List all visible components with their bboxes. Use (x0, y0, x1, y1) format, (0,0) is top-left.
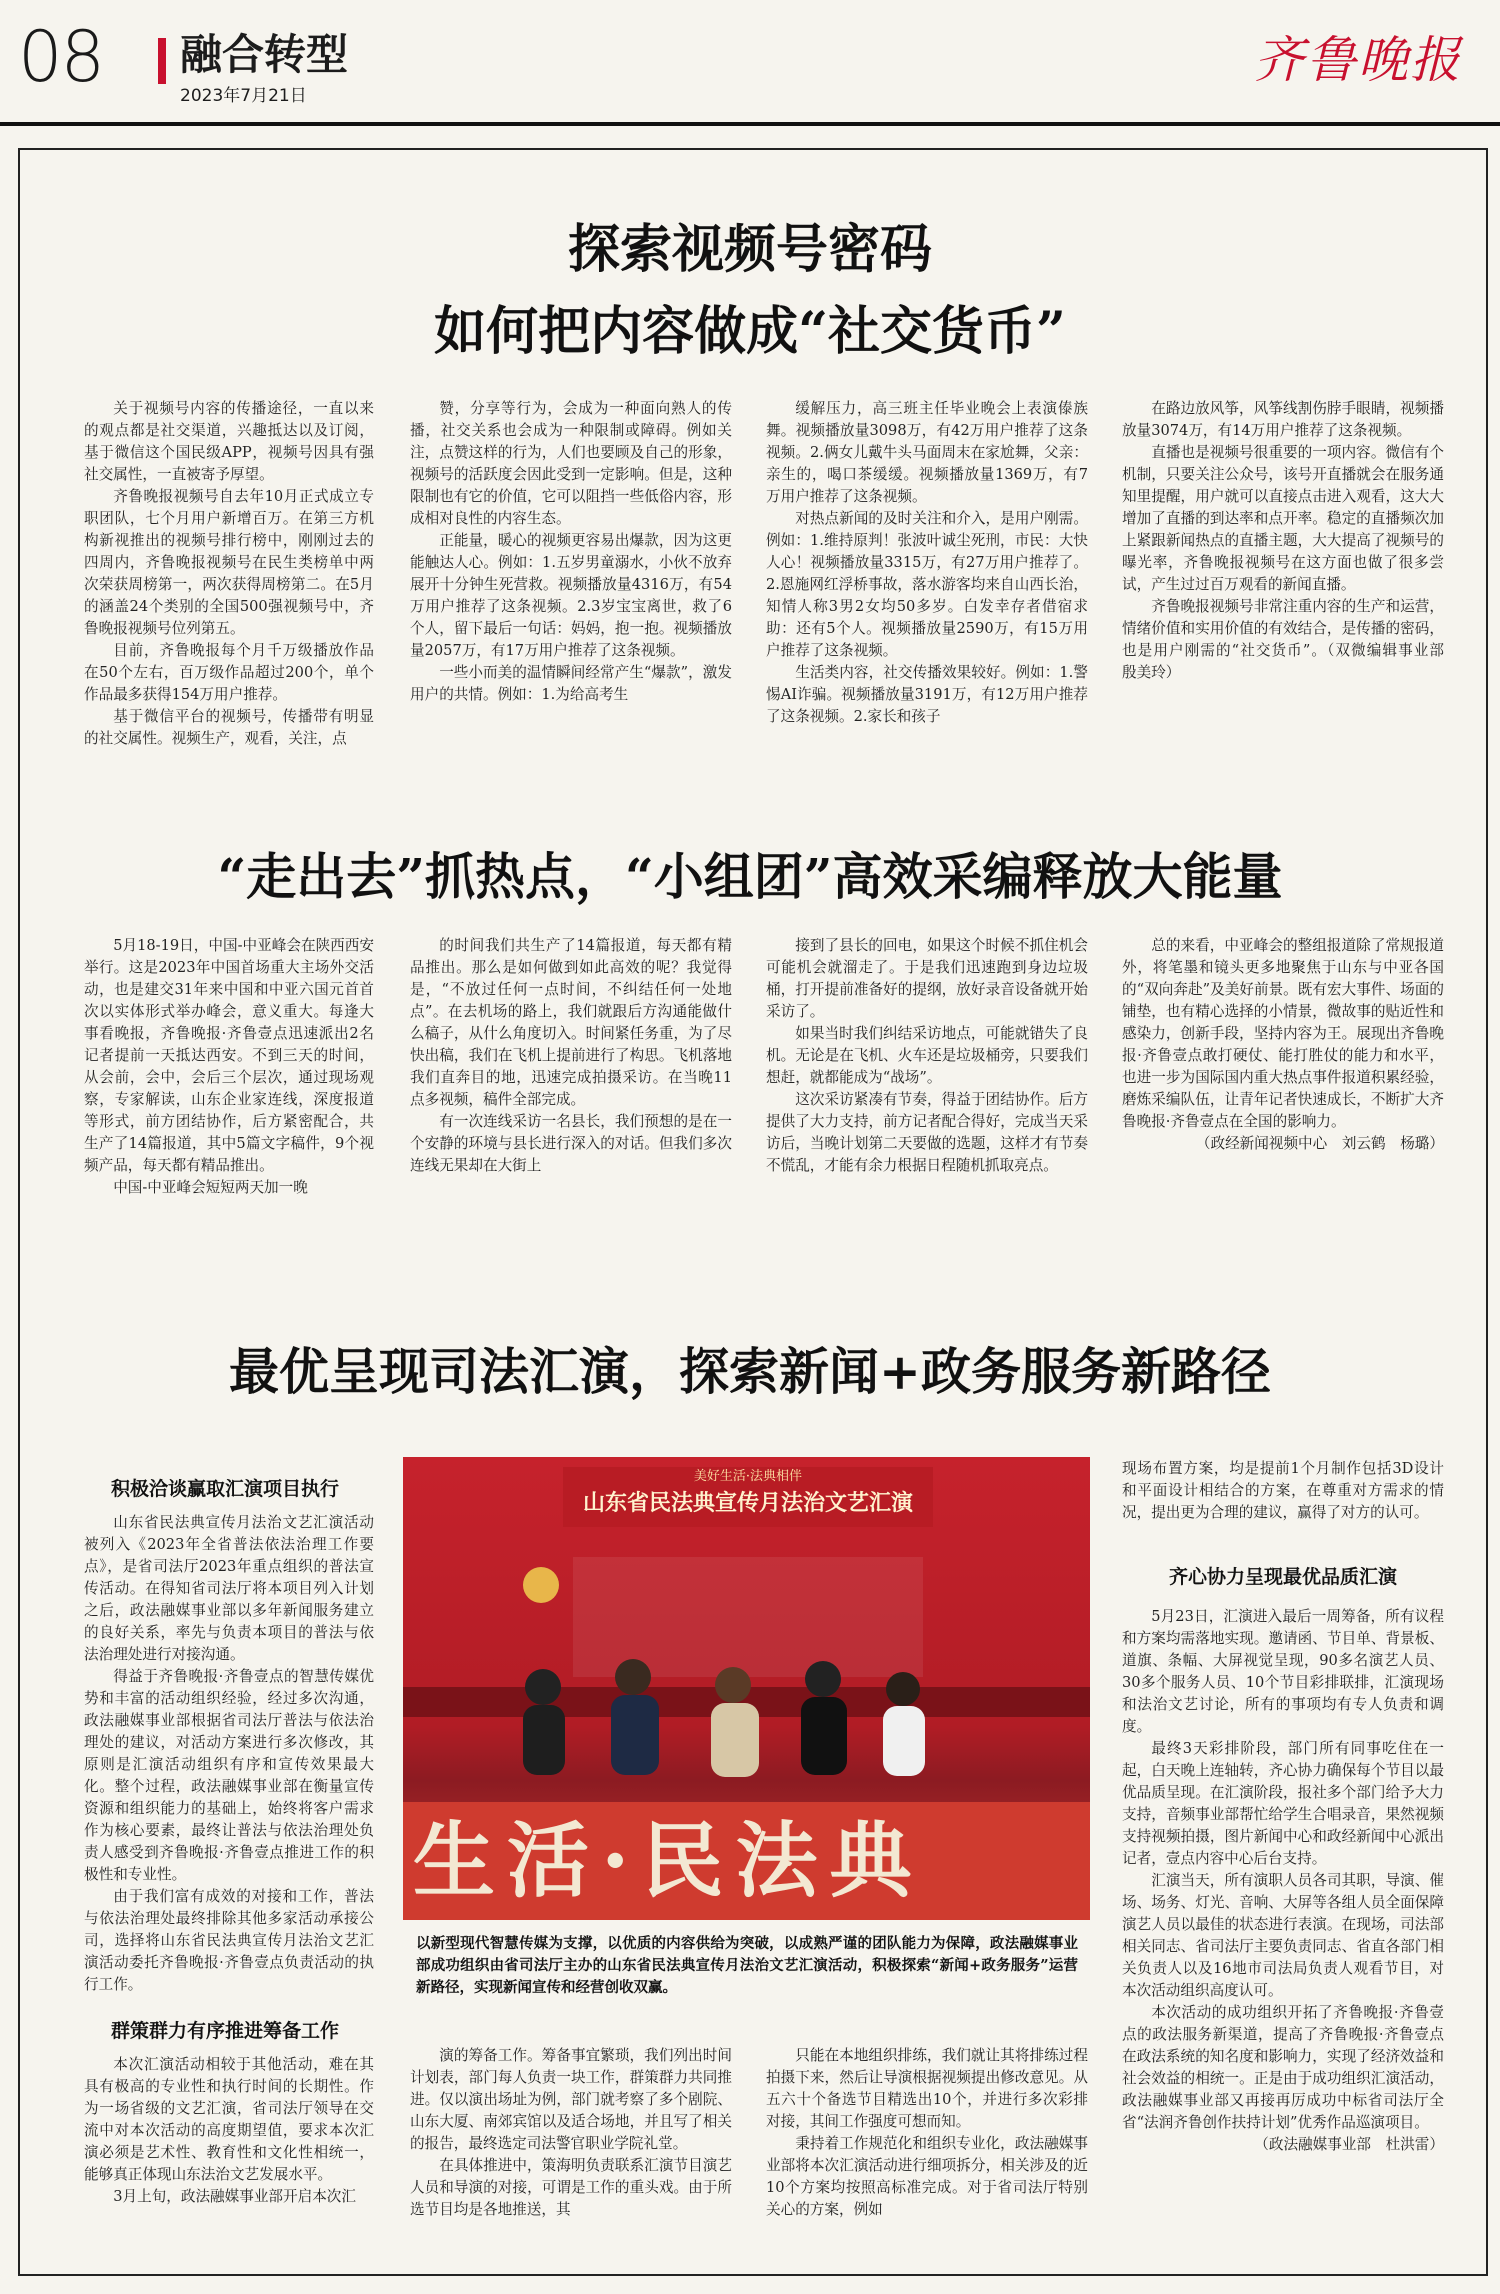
paragraph: 秉持着工作规范化和组织专业化，政法融媒事业部将本次汇演活动进行细项拆分，相关涉及的近10个方案均按照高标准完成。对于省司法厅特别关心的方案，例如 (766, 2135, 1088, 2218)
event-photo (403, 1457, 1090, 1920)
paragraph: 中国-中亚峰会短短两天加一晚 (113, 1179, 308, 1196)
article3-right-column (1122, 1458, 1444, 1548)
article3-left-column (84, 1512, 374, 2002)
paragraph: 生活类内容，社交传播效果较好。例如：1.警惕AI诈骗。视频播放量3191万，有12万用户推荐了这条视频。2.家长和孩子 (766, 664, 1088, 725)
article1-title-line2: 如何把内容做成“社交货币” (434, 301, 1066, 362)
paragraph: 一些小而美的温情瞬间经常产生“爆款”，激发用户的共情。例如：1.为给高考生 (410, 664, 732, 703)
article2-column-1 (84, 935, 374, 1255)
paragraph: 山东省民法典宣传月法治文艺汇演活动被列入《2023年全省普法依法治理工作要点》，是省司法厅2023年重点组织的普法宣传活动。在得知省司法厅将本项目列入计划之后，政法融媒事业部以多年新闻服务建立的良好关系，率先与负责本项目的普法与依法治理处进行对接沟通。 (84, 1514, 374, 1663)
masthead-logo: 齐鲁晚报 (1254, 31, 1462, 89)
paragraph: 如果当时我们纠结采访地点，可能就错失了良机。无论是在飞机、火车还是垃圾桶旁，只要我们想赶，就都能成为“战场”。 (766, 1025, 1088, 1086)
paragraph: 正能量，暖心的视频更容易出爆款，因为这更能触达人心。例如：1.五岁男童溺水，小伙不放弃展开十分钟生死营救。视频播放量4316万，有54万用户推荐了这条视频。2.3岁宝宝离世，救了6个人，留下最后一句话：妈妈，抱一抱。视频播放量2057万，有17万用户推荐了这条视频。 (410, 532, 732, 659)
section-marker-bar (158, 38, 166, 84)
article1-title-line1: 探索视频号密码 (567, 219, 932, 280)
paragraph: 5月18-19日，中国-中亚峰会在陕西西安举行。这是2023年中国首场重大主场外交活动，也是建交31年来中国和中亚六国元首首次以实体形式举办峰会，意义重大。每逢大事看晚报，齐鲁晚报·齐鲁壹点迅速派出2名记者提前一天抵达西安。不到三天的时间，从会前，会中，会后三个层次，通过现场观察，专家解读，山东企业家连线，深度报道等形式，前方团结协作，后方紧密配合，共生产了14篇报道，其中5篇文字稿件，9个视频产品，每天都有精品推出。 (84, 937, 374, 1174)
article3-title: 最优呈现司法汇演，探索新闻+政务服务新路径 (229, 1342, 1271, 1401)
paragraph: 只能在本地组织排练，我们就让其将排练过程拍摄下来，然后让导演根据视频提出修改意见。从五六十个备选节目精选出10个，并进行多次彩排对接，其间工作强度可想而知。 (766, 2047, 1088, 2130)
paragraph: 对热点新闻的及时关注和介入，是用户刚需。例如：1.维持原判！张波叶诚尘死刑，市民：大快人心！视频播放量3315万，有27万用户推荐了。2.恩施网红浮桥事故，落水游客均来自山西长治，知情人称3男2女均50多岁。白发幸存者借宿求助：还有5个人。视频播放量2590万，有15万用户推荐了这条视频。 (766, 510, 1088, 659)
paragraph: 直播也是视频号很重要的一项内容。微信有个机制，只要关注公众号，该号开直播就会在服务通知里提醒，用户就可以直接点击进入观看，这大大增加了直播的到达率和点开率。稳定的直播频次加上紧跟新闻热点的直播主题，大大提高了视频号的曝光率，齐鲁晚报视频号在这方面也做了很多尝试，产生过过百万观看的新闻直播。 (1122, 444, 1444, 593)
section-title: 融合转型 (180, 30, 349, 79)
article2-column-4 (1122, 935, 1444, 1255)
emblem-icon (523, 1567, 559, 1603)
stage-front-panel (403, 1802, 1090, 1920)
paragraph: 齐鲁晚报视频号非常注重内容的生产和运营，情绪价值和实用价值的有效结合，是传播的密码，也是用户刚需的“社交货币”。（双微编辑事业部 殷美玲） (1122, 598, 1459, 681)
paragraph: 汇演当天，所有演职人员各司其职，导演、催场、场务、灯光、音响、大屏等各组人员全面保障演艺人员以最佳的状态进行表演。在现场，司法部相关同志、省司法厅主要负责同志、省直各部门相关负责人以及16地市司法局负责人观看节目，对本次活动组织高度认可。 (1122, 1872, 1444, 1999)
paragraph: 最终3天彩排阶段，部门所有同事吃住在一起，白天晚上连轴转，齐心协力确保每个节目以最优品质呈现。在汇演阶段，报社多个部门给予大力支持，音频事业部帮忙给学生合唱录音，果然视频支持视频拍摄，图片新闻中心和政经新闻中心派出记者，壹点内容中心后台支持。 (1122, 1740, 1444, 1867)
paragraph: 目前，齐鲁晚报每个月千万级播放作品在50个左右，百万级作品超过200个，单个作品最多获得154万用户推荐。 (84, 642, 374, 703)
paragraph: 在路边放风筝，风筝线割伤脖手眼睛，视频播放量3074万，有14万用户推荐了这条视频。 (1122, 400, 1444, 439)
paragraph: 基于微信平台的视频号，传播带有明显的社交属性。视频生产，观看，关注，点 (84, 708, 374, 747)
paragraph: 有一次连线采访一名县长，我们预想的是在一个安静的环境与县长进行深入的对话。但我们多次连线无果却在大街上 (410, 1113, 732, 1174)
article3-subheading-2: 群策群力有序推进筹备工作 (110, 2020, 339, 2042)
page-number: 08 (18, 16, 104, 98)
paragraph: 赞，分享等行为，会成为一种面向熟人的传播，社交关系也会成为一种限制或障碍。例如关注，点赞这样的行为，人们也要顾及自己的形象，视频号的活跃度会因此受到一定影响。但是，这种限制也有它的价值，它可以阻挡一些低俗内容，形成相对良性的内容生态。 (410, 400, 732, 527)
paragraph: 5月23日，汇演进入最后一周筹备，所有议程和方案均需落地实现。邀请函、节目单、背景板、道旗、条幅、大屏视觉呈现，90多名演艺人员、30多个服务人员、10个节目彩排联排，汇演现场和法治文艺讨论，所有的事项均有专人负责和调度。 (1122, 1608, 1444, 1735)
article1-column-4 (1122, 398, 1459, 768)
paragraph: 缓解压力，高三班主任毕业晚会上表演傣族舞。视频播放量3098万，有42万用户推荐了这条视频。2.俩女儿戴牛头马面周末在家尬舞，父亲：亲生的，喝口茶缓缓。视频播放量1369万，有7万用户推荐了这条视频。 (766, 400, 1088, 505)
article3-subheading-3: 齐心协力呈现最优品质汇演 (1168, 1566, 1397, 1588)
article3-left-column-2 (84, 2054, 374, 2264)
byline: （政经新闻视频中心 刘云鹤 杨璐） (1195, 1135, 1444, 1152)
paragraph: 总的来看，中亚峰会的整组报道除了常规报道外，将笔墨和镜头更多地聚焦于山东与中亚各国的“双向奔赴”及美好前景。既有宏大事件、场面的铺垫，也有精心选择的小情景，微故事的贴近性和感染力，创新手段，坚持内容为王。展现出齐鲁晚报·齐鲁壹点敢打硬仗、能打胜仗的能力和水平，也进一步为国际国内重大热点事件报道积累经验，磨炼采编队伍，让青年记者快速成长，不断扩大齐鲁晚报·齐鲁壹点在全国的影响力。 (1122, 937, 1444, 1130)
stage-front-text: 生活·民法典 (413, 1813, 924, 1909)
paragraph: 本次汇演活动相较于其他活动，难在其具有极高的专业性和执行时间的长期性。作为一场省级的文艺汇演，省司法厅领导在交流中对本次活动的高度期望值，要求本次汇演必须是艺术性、教育性和文化性相统一，能够真正体现山东法治文艺发展水平。 (84, 2056, 374, 2183)
byline: （政法融媒事业部 杜洪雷） (1254, 2136, 1444, 2153)
paragraph: 在具体推进中，策海明负责联系汇演节目演艺人员和导演的对接，可谓是工作的重头戏。由于所选节目均是各地推送，其 (410, 2157, 732, 2218)
paragraph: 的时间我们共生产了14篇报道，每天都有精品推出。那么是如何做到如此高效的呢？我觉得是，“不放过任何一点时间，不纠结任何一处地点”。在去机场的路上，我们就跟后方沟通能做什么稿子，从什么角度切入。时间紧任务重，为了尽快出稿，我们在飞机上提前进行了构思。飞机落地我们直奔目的地，迅速完成拍摄采访。在当晚11点多视频，稿件全部完成。 (410, 937, 732, 1108)
paragraph: 现场布置方案，均是提前1个月制作包括3D设计和平面设计相结合的方案，在尊重对方需求的情况，提出更为合理的建议，赢得了对方的认可。 (1122, 1460, 1444, 1521)
article2-title: “走出去”抓热点，“小组团”高效采编释放大能量 (217, 847, 1283, 906)
paragraph: 这次采访紧凑有节奏，得益于团结协作。后方提供了大力支持，前方记者配合得好，完成当天采访后，当晚计划第二天要做的选题，这样才有节奏不慌乱，才能有余力根据日程随机抓取亮点。 (766, 1091, 1088, 1174)
stage-top-banner (563, 1467, 933, 1527)
issue-date: 2023年7月21日 (180, 86, 307, 106)
paragraph: 由于我们富有成效的对接和工作，普法与依法治理处最终排除其他多家活动承接公司，选择将山东省民法典宣传月法治文艺汇演活动委托齐鲁晚报·齐鲁壹点负责活动的执行工作。 (84, 1888, 374, 1993)
article3-subheading-1: 积极洽谈赢取汇演项目执行 (110, 1478, 339, 1500)
article1-column-2 (410, 398, 732, 768)
header-rule (0, 122, 1500, 126)
banner-small-text: 美好生活·法典相伴 (693, 1469, 803, 1484)
article2-column-3 (766, 935, 1088, 1255)
paragraph: 关于视频号内容的传播途径，一直以来的观点都是社交渠道，兴趣抵达以及订阅，基于微信这个国民级APP，视频号因具有强社交属性，一直被寄予厚望。 (84, 400, 374, 483)
photo-caption: 以新型现代智慧传媒为支撑，以优质的内容供给为突破，以成熟严谨的团队能力为保障，政法融媒事业部成功组织由省司法厅主办的山东省民法典宣传月法治文艺汇演活动，积极探索“新闻+政务服务”运营新路径，实现新闻宣传和经营创收双赢。 (416, 1935, 1078, 1996)
article3-middle-column-1 (410, 2045, 732, 2265)
paragraph: 接到了县长的回电，如果这个时候不抓住机会可能机会就溜走了。于是我们迅速跑到身边垃圾桶，打开提前准备好的提纲，放好录音设备就开始采访了。 (766, 937, 1088, 1020)
article1-column-1 (84, 398, 374, 768)
paragraph: 本次活动的成功组织开拓了齐鲁晚报·齐鲁壹点的政法服务新渠道，提高了齐鲁晚报·齐鲁壹点在政法系统的知名度和影响力，实现了经济效益和社会效益的相统一。正是由于成功组织汇演活动，政法融媒事业部又再接再厉成功中标省司法厅全省“法润齐鲁创作扶持计划”优秀作品巡演项目。 (1122, 2004, 1444, 2131)
paragraph: 齐鲁晚报视频号自去年10月正式成立专职团队，七个月用户新增百万。在第三方机构新视推出的视频号排行榜中，刚刚过去的四周内，齐鲁晚报视频号在民生类榜单中两次荣获周榜第一，两次获得周榜第二。在5月的涵盖24个类别的全国500强视频号中，齐鲁晚报视频号位列第五。 (84, 488, 374, 637)
group-of-people (503, 1647, 983, 1797)
banner-title-text: 山东省民法典宣传月法治文艺汇演 (582, 1490, 913, 1516)
article2-column-2 (410, 935, 732, 1255)
article3-right-column-2 (1122, 1606, 1444, 2266)
paragraph: 演的筹备工作。筹备事宜繁琐，我们列出时间计划表，部门每人负责一块工作，群策群力共同推进。仅以演出场址为例，部门就考察了多个剧院、山东大厦、南郊宾馆以及适合场地，并且写了相关的报告，最终选定司法警官职业学院礼堂。 (410, 2047, 732, 2152)
paragraph: 3月上旬，政法融媒事业部开启本次汇 (113, 2188, 356, 2205)
article1-column-3 (766, 398, 1088, 768)
article3-middle-column-2 (766, 2045, 1088, 2265)
paragraph: 得益于齐鲁晚报·齐鲁壹点的智慧传媒优势和丰富的活动组织经验，经过多次沟通，政法融媒事业部根据省司法厅普法与依法治理处的建议，对活动方案进行多次修改，其原则是汇演活动组织有序和宣传效果最大化。整个过程，政法融媒事业部在衡量宣传资源和组织能力的基础上，始终将客户需求作为核心要素，最终让普法与依法治理处负责人感受到齐鲁晚报·齐鲁壹点推进工作的积极性和专业性。 (84, 1668, 374, 1883)
